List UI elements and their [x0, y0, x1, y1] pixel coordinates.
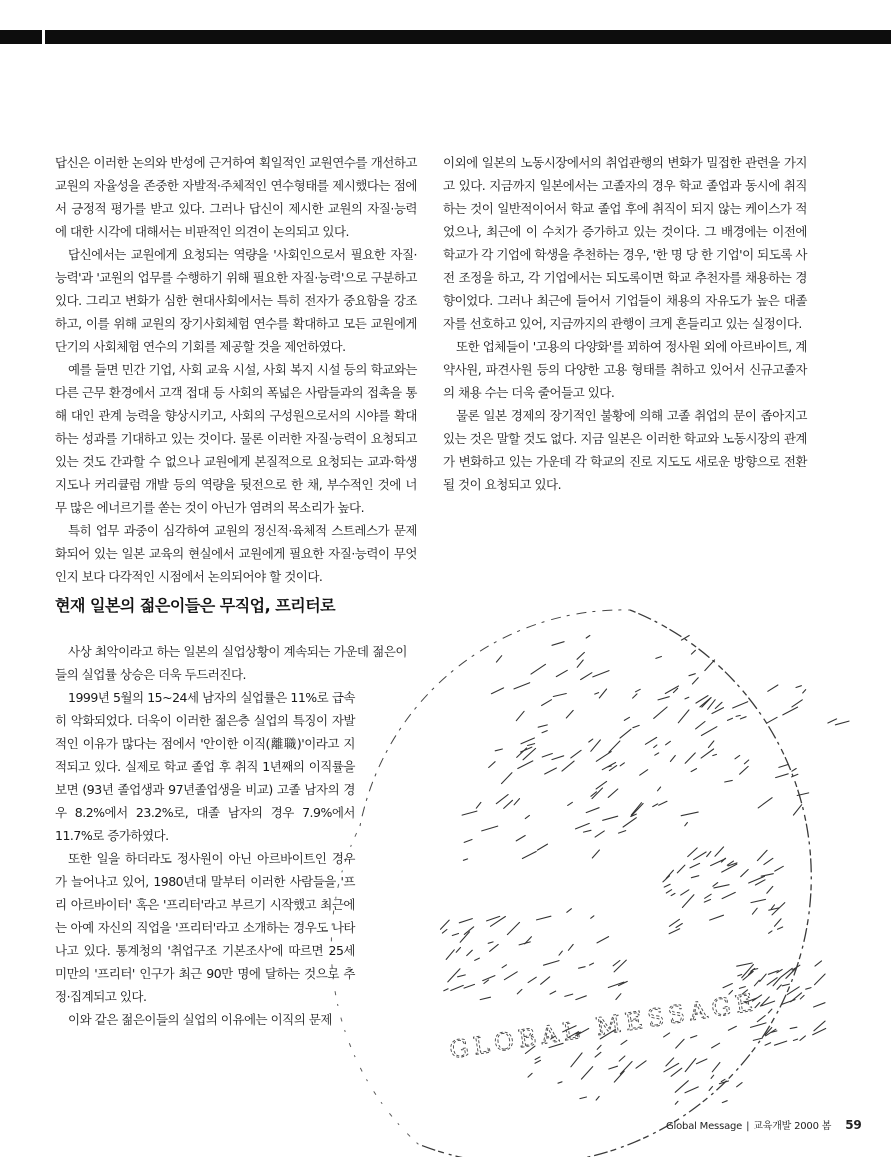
- hatch-stroke: [773, 978, 780, 986]
- hatch-stroke: [722, 892, 735, 898]
- hatch-stroke: [592, 850, 599, 858]
- hatch-stroke: [458, 975, 466, 977]
- hatch-stroke: [685, 753, 695, 763]
- hatch-stroke: [806, 988, 811, 990]
- hatch-stroke: [815, 961, 822, 966]
- hatch-stroke: [620, 763, 624, 766]
- hatch-stroke: [691, 876, 698, 878]
- hatch-stroke: [778, 927, 783, 929]
- hatch-stroke: [542, 731, 547, 733]
- hatch-stroke: [566, 710, 573, 718]
- hatch-stroke: [636, 1061, 646, 1068]
- hatch-stroke: [452, 934, 458, 936]
- hatch-stroke: [696, 722, 705, 729]
- hatch-stroke: [516, 836, 525, 841]
- hatch-stroke: [685, 1059, 696, 1072]
- hatch-stroke: [708, 700, 716, 710]
- hatch-stroke: [692, 678, 698, 684]
- hatch-stroke: [491, 688, 503, 694]
- hatch-stroke: [631, 804, 643, 817]
- hatch-stroke: [590, 963, 594, 965]
- hatch-stroke: [779, 765, 788, 768]
- hatch-stroke: [737, 1083, 743, 1087]
- footer-magazine: Global Message: [666, 1121, 743, 1132]
- hatch-stroke: [592, 788, 603, 799]
- hatch-stroke: [712, 708, 724, 714]
- hatch-stroke: [565, 994, 573, 996]
- hatch-stroke: [796, 686, 801, 688]
- hatch-stroke: [596, 752, 611, 762]
- hatch-stroke: [696, 1059, 707, 1064]
- hatch-stroke: [792, 769, 796, 772]
- left-paragraph-2: 답신에서는 교원에게 요청되는 역량을 '사회인으로서 필요한 자질·능력'과 '교원의 업무를 수행하기 위해 필요한 자질·능력'으로 구분하고 있다. 그리고 변화가 심한 현대사회에서는 특히 전자가 중요함을 강조하고, 이를 위해 교원의 장기사회체험 연수를 확대하고 모든 교원에게 단기의 사회체험 연수의 기회를 제공할 것을 제언하였다.: [55, 247, 417, 354]
- footer-issue: 교육개발 2000 봄: [753, 1121, 832, 1132]
- hatch-stroke: [689, 674, 695, 676]
- hatch-stroke: [678, 710, 689, 723]
- hatch-stroke: [448, 969, 460, 982]
- hatch-stroke: [542, 754, 552, 758]
- hatch-stroke: [514, 799, 519, 805]
- hatch-stroke: [709, 1087, 712, 1091]
- footer-separator: |: [746, 1121, 750, 1132]
- hatch-stroke: [675, 1081, 688, 1093]
- hatch-stroke: [608, 789, 618, 797]
- hatch-stroke: [442, 930, 447, 934]
- hatch-stroke: [558, 1082, 562, 1083]
- hatch-stroke: [620, 729, 631, 738]
- hatch-stroke: [765, 1043, 771, 1046]
- hatch-stroke: [712, 1063, 720, 1072]
- hatch-stroke: [653, 804, 658, 807]
- hatch-stroke: [522, 852, 536, 859]
- hatch-stroke: [581, 1067, 592, 1080]
- hatch-stroke: [758, 798, 772, 808]
- hatch-stroke: [675, 1101, 678, 1104]
- hatch-stroke: [664, 884, 670, 887]
- hatch-stroke: [491, 917, 506, 927]
- hatch-stroke: [700, 698, 711, 707]
- hatch-stroke: [577, 660, 583, 667]
- hatch-stroke: [514, 683, 530, 689]
- left-paragraph-3: 예를 들면 민간 기업, 사회 교육 시설, 사회 복지 시설 등의 학교와는 다른 근무 환경에서 고객 접대 등 사회의 폭넓은 사람들과의 접촉을 통해 대인 관계 능력을 향상시키고, 사회의 구성원으로서의 시야를 확대하는 성과를 기대하고 있는 것이다. 물론 이러한 자질·능력이 요청되고 있는 것도 간과할 수 없으나 교원에게 본질적으로 요청되는 교과·학생지도나 커리큘럼 개발 등의 역량을 뒷전으로 한 채, 부수적인 것에 너무 많은 에너르기를 쏟는 것이 아닌가 염려의 목소리가 높다.: [55, 362, 417, 515]
- hatch-stroke: [771, 1031, 777, 1033]
- hatch-stroke: [791, 993, 802, 1002]
- hatch-stroke: [507, 922, 519, 934]
- hatch-stroke: [656, 657, 662, 659]
- hatch-stroke: [828, 719, 837, 723]
- hatch-stroke: [705, 660, 715, 671]
- hatch-stroke: [528, 1073, 532, 1077]
- hatch-stroke: [769, 931, 772, 933]
- hatch-stroke: [691, 1036, 697, 1038]
- hatch-stroke: [739, 987, 745, 989]
- hatch-stroke: [712, 1043, 720, 1048]
- hatch-stroke: [654, 707, 667, 718]
- hatch-stroke: [589, 739, 593, 742]
- hatch-stroke: [609, 741, 620, 752]
- hatch-stroke: [502, 773, 512, 784]
- hatch-stroke: [743, 971, 753, 980]
- hatch-stroke: [614, 960, 626, 972]
- hatch-stroke: [751, 899, 766, 902]
- hatch-stroke: [620, 1062, 632, 1075]
- hatch-stroke: [621, 1040, 627, 1044]
- hatch-stroke: [768, 1009, 772, 1013]
- hatch-stroke: [741, 870, 749, 877]
- bottom-paragraph-1: 사상 최악이라고 하는 일본의 실업상황이 계속되는 가운데 젊은이들의 실업률 상승은 더욱 두드러진다.: [55, 644, 407, 682]
- hatch-stroke: [685, 1087, 698, 1093]
- hatch-stroke: [777, 985, 781, 990]
- hatch-stroke: [722, 1101, 727, 1103]
- right-paragraph-2: 또한 업체들이 '고용의 다양화'를 꾀하여 정사원 외에 아르바이트, 계약사원, 파견사원 등의 다양한 고용 형태를 취하고 있어서 신규고졸자의 채용 수는 더욱 줄어들고 있다.: [443, 339, 807, 400]
- hatch-stroke: [444, 989, 448, 991]
- hatch-stroke: [655, 753, 659, 755]
- hatch-stroke: [669, 919, 679, 926]
- hatch-stroke: [613, 961, 620, 966]
- hatch-stroke: [754, 980, 759, 986]
- hatch-stroke: [502, 965, 506, 968]
- hatch-stroke: [633, 694, 637, 698]
- hatch-stroke: [725, 780, 733, 782]
- hatch-stroke: [776, 774, 789, 778]
- hatch-stroke: [609, 1066, 618, 1069]
- hatch-stroke: [596, 1096, 599, 1100]
- hatch-stroke: [721, 1079, 725, 1081]
- hatch-stroke: [671, 1068, 682, 1076]
- hatch-stroke: [516, 711, 524, 720]
- hatch-stroke: [517, 989, 522, 994]
- hatch-stroke: [713, 754, 717, 755]
- hatch-stroke: [640, 770, 648, 776]
- hatch-stroke: [476, 802, 481, 808]
- hatch-stroke: [666, 741, 671, 745]
- hatch-stroke: [735, 755, 740, 758]
- hatch-stroke: [753, 1038, 762, 1040]
- hatch-stroke: [658, 697, 669, 700]
- hatch-stroke: [803, 690, 806, 693]
- hatch-stroke: [584, 830, 592, 832]
- hatch-stroke: [456, 948, 460, 953]
- hatch-stroke: [496, 656, 501, 662]
- hatch-stroke: [771, 905, 774, 909]
- hatch-stroke: [619, 1056, 625, 1061]
- hatch-stroke: [559, 951, 562, 955]
- hatch-stroke: [608, 982, 624, 987]
- hatch-stroke: [793, 805, 801, 815]
- hatch-stroke: [733, 702, 748, 708]
- hatch-stroke: [586, 808, 599, 813]
- hatch-stroke: [591, 916, 594, 919]
- hatch-stroke: [711, 1075, 714, 1078]
- hatch-stroke: [631, 803, 641, 815]
- hatch-stroke: [487, 916, 500, 921]
- hatch-stroke: [723, 984, 732, 988]
- hatch-stroke: [738, 975, 742, 976]
- hatch-stroke: [736, 715, 740, 716]
- hatch-stroke: [740, 717, 746, 719]
- hatch-stroke: [467, 950, 473, 955]
- page-number: 59: [845, 1118, 862, 1132]
- hatch-stroke: [666, 890, 671, 893]
- right-paragraph-1: 이외에 일본의 노동시장에서의 취업관행의 변화가 밀접한 관련을 가지고 있다. 지금까지 일본에서는 고졸자의 경우 학교 졸업과 동시에 취직하는 것이 일반적이어서 학교 졸업 후에 취직이 되지 않는 케이스가 적었으나, 최근에 이 수치가 증가하고 있는 것이다. 그 배경에는 이전에 학교가 각 기업에 학생을 추천하는 경우, '한 명 당 한 기업'이 되도록 사전 조정을 하고, 각 기업에서는 되도록이면 학교 추천자를 채용하는 경향이었다. 그러나 최근에 들어서 기업들이 채용의 자유도가 높은 대졸자를 선호하고 있어, 지금까지의 관행이 크게 흔들리고 있는 실정이다.: [443, 155, 807, 331]
- hatch-stroke: [464, 927, 473, 935]
- hatch-stroke: [535, 1057, 540, 1060]
- hatch-stroke: [782, 984, 789, 986]
- hatch-stroke: [614, 1071, 624, 1082]
- hatch-stroke: [541, 977, 550, 985]
- hatch-stroke: [616, 994, 621, 1000]
- hatch-stroke: [790, 1027, 797, 1028]
- top-bar: [0, 30, 891, 44]
- hatch-stroke: [690, 863, 700, 868]
- hatch-stroke: [645, 737, 656, 744]
- hatch-stroke: [596, 781, 607, 789]
- hatch-stroke: [633, 725, 639, 727]
- hatch-stroke: [705, 894, 712, 898]
- hatch-stroke: [464, 840, 472, 843]
- hatch-stroke: [488, 942, 493, 943]
- hatch-stroke: [814, 1003, 825, 1007]
- hatch-stroke: [544, 961, 560, 966]
- hatch-stroke: [595, 1052, 601, 1057]
- hatch-stroke: [459, 919, 472, 923]
- hatch-stroke: [528, 977, 536, 982]
- hatch-stroke: [800, 995, 804, 999]
- top-bar-notch: [42, 30, 45, 44]
- hatch-stroke: [462, 811, 477, 815]
- hatch-stroke: [682, 895, 694, 908]
- bottom-paragraph-4: 이와 같은 젊은이들의 실업의 이유에는 이직의 문제: [68, 1012, 332, 1027]
- hatch-stroke: [685, 823, 688, 826]
- hatch-stroke: [496, 795, 508, 804]
- left-column: [55, 151, 417, 588]
- hatch-stroke: [521, 738, 534, 744]
- hatch-stroke: [576, 823, 590, 829]
- hatch-stroke: [517, 748, 527, 757]
- hatch-stroke: [760, 974, 766, 981]
- hatch-stroke: [757, 850, 767, 860]
- right-column: [443, 151, 807, 496]
- hatch-stroke: [664, 1033, 670, 1037]
- hatch-stroke: [603, 816, 618, 820]
- hatch-stroke: [775, 1041, 787, 1045]
- hatch-stroke: [659, 801, 667, 805]
- hatch-stroke: [768, 685, 778, 691]
- hatch-stroke: [580, 1097, 587, 1099]
- hatch-stroke: [528, 744, 535, 746]
- right-paragraph-3: 물론 일본 경제의 장기적인 불황에 의해 고졸 취업의 문이 좁아지고 있는 것은 말할 것도 없다. 지금 일본은 이러한 학교와 노동시장의 관계가 변화하고 있는 가운데 각 학교의 진로 지도도 새로운 방향으로 전환될 것이 요청되고 있다.: [443, 408, 807, 492]
- hatch-stroke: [676, 924, 682, 928]
- hatch-stroke: [535, 1060, 541, 1063]
- hatch-stroke: [755, 880, 765, 885]
- hatch-stroke: [518, 761, 533, 769]
- hatch-stroke: [775, 919, 782, 927]
- hatch-stroke: [815, 974, 826, 985]
- hatch-stroke: [482, 826, 498, 831]
- hatch-stroke: [658, 787, 661, 791]
- hatch-stroke: [599, 689, 606, 698]
- hatch-stroke: [579, 967, 586, 969]
- hatch-stroke: [751, 1023, 767, 1028]
- hatch-stroke: [744, 760, 748, 764]
- hatch-stroke: [757, 1016, 765, 1022]
- hatch-stroke: [767, 978, 777, 985]
- hatch-stroke: [681, 812, 698, 816]
- hatch-stroke: [767, 717, 777, 723]
- hatch-stroke: [591, 740, 601, 751]
- hatch-stroke: [707, 851, 711, 856]
- hatch-stroke: [715, 702, 722, 708]
- hatch-stroke: [538, 725, 547, 727]
- hatch-stroke: [713, 883, 718, 887]
- hatch-stroke: [676, 1039, 684, 1048]
- hatch-stroke: [593, 671, 609, 677]
- hatch-stroke: [664, 1063, 679, 1071]
- hatch-stroke: [691, 769, 696, 772]
- hatch-stroke: [685, 697, 689, 699]
- hatch-stroke: [666, 1058, 674, 1066]
- hatch-stroke: [740, 766, 749, 774]
- hatch-stroke: [701, 749, 714, 758]
- hatch-stroke: [552, 642, 564, 646]
- hatch-stroke: [484, 980, 489, 984]
- hatch-stroke: [792, 700, 802, 707]
- hatch-stroke: [581, 673, 592, 680]
- hatch-stroke: [669, 929, 680, 934]
- hatch-stroke: [835, 721, 849, 725]
- hatch-stroke: [562, 761, 574, 771]
- hatch-stroke: [783, 707, 798, 715]
- hatch-stroke: [537, 916, 551, 920]
- hatch-stroke: [761, 874, 773, 877]
- hatch-stroke: [694, 852, 707, 860]
- hatch-stroke: [556, 670, 567, 676]
- hatch-stroke: [636, 689, 641, 692]
- hatch-stroke: [464, 984, 475, 988]
- hatch-stroke: [715, 847, 724, 856]
- hatch-stroke: [688, 848, 698, 857]
- hatch-stroke: [597, 937, 609, 943]
- hatch-stroke: [728, 718, 733, 720]
- hatch-stroke: [550, 991, 556, 994]
- hatch-stroke: [671, 893, 675, 895]
- hatch-stroke: [595, 693, 599, 695]
- hatch-stroke: [568, 944, 573, 950]
- hatch-stroke: [728, 1026, 736, 1030]
- hatch-stroke: [545, 768, 557, 774]
- hatch-stroke: [495, 749, 502, 751]
- hatch-stroke: [489, 762, 495, 768]
- hatch-stroke: [475, 958, 480, 960]
- hatch-stroke: [752, 908, 757, 914]
- hatch-stroke: [737, 963, 753, 966]
- hatch-stroke: [597, 1045, 601, 1049]
- hatch-stroke: [553, 694, 566, 697]
- hatch-stroke: [490, 944, 499, 951]
- hatch-stroke: [567, 909, 572, 913]
- hatch-stroke: [775, 866, 784, 871]
- hatch-stroke: [571, 750, 581, 758]
- hatch-stroke: [568, 802, 573, 805]
- bottom-left-column: [55, 640, 407, 1031]
- hatch-stroke: [714, 885, 729, 888]
- hatch-stroke: [504, 800, 513, 808]
- hatch-stroke: [767, 886, 773, 893]
- hatch-stroke: [764, 858, 773, 864]
- hatch-stroke: [800, 1036, 806, 1041]
- hatch-stroke: [577, 652, 584, 659]
- hatch-stroke: [670, 756, 675, 762]
- globe-outline: [331, 610, 811, 1157]
- hatch-stroke: [441, 920, 450, 929]
- hatch-stroke: [451, 985, 464, 990]
- hatch-stroke: [691, 650, 695, 654]
- left-paragraph-4: 특히 업무 과중이 심각하여 교원의 정신적·육체적 스트레스가 문제화되어 있는 일본 교육의 현실에서 교원에게 필요한 자질·능력이 무엇인지 보다 다각적인 시점에서 논의되어야 할 것이다.: [55, 523, 417, 584]
- hatch-stroke: [446, 950, 454, 960]
- hatch-stroke: [677, 865, 685, 873]
- hatch-stroke: [571, 1053, 582, 1067]
- hatch-stroke: [793, 1039, 797, 1040]
- hatch-stroke: [504, 972, 517, 980]
- hatch-stroke: [480, 997, 490, 999]
- section-heading: 현재 일본의 젊은이들은 무직업, 프리터로: [55, 596, 336, 615]
- hatch-stroke: [624, 717, 629, 720]
- hatch-stroke: [586, 636, 590, 639]
- hatch-stroke: [595, 831, 604, 837]
- hatch-stroke: [710, 915, 724, 920]
- hatch-stroke: [552, 756, 564, 760]
- hatch-stroke: [681, 890, 689, 895]
- hatch-stroke: [704, 900, 710, 903]
- hatch-stroke: [701, 727, 717, 736]
- hatch-stroke: [654, 745, 657, 748]
- hatch-stroke: [666, 870, 673, 878]
- hatch-stroke: [525, 815, 529, 818]
- globe-text-bottom: GLOBAL MESSAGE: [447, 987, 760, 1065]
- hatch-stroke: [708, 741, 714, 748]
- hatch-stroke: [619, 831, 626, 834]
- page-footer: [666, 1117, 862, 1132]
- hatch-stroke: [623, 818, 636, 827]
- hatch-stroke: [463, 859, 467, 860]
- left-paragraph-1: 답신은 이러한 논의와 반성에 근거하여 획일적인 교원연수를 개선하고 교원의 자율성을 존중한 자발적·주체적인 연수형태를 제시했다는 점에서 긍정적 평가를 받고 있다. 그러나 답신이 제시한 교원의 자질·능력에 대한 시각에 대해서는 비판적인 의견이 논의되고 있다.: [55, 155, 417, 239]
- bottom-paragraph-3: 또한 일을 하더라도 정사원이 아닌 아르바이트인 경우가 늘어나고 있어, 1980년대 말부터 이러한 사람들을 '프리 아르바이터' 혹은 '프리터'라고 부르기 시작했고 최근에는 아예 자신의 직업을 '프리터'라고 소개하는 경우도 나타나고 있다. 통계청의 '취업구조 기본조사'에 따르면 25세 미만의 '프리터' 인구가 최근 90만 명에 달하는 것으로 추정·집계되고 있다.: [55, 851, 355, 1004]
- hatch-stroke: [576, 996, 587, 1000]
- bottom-paragraph-2: 1999년 5월의 15~24세 남자의 실업률은 11%로 급속히 악화되었다. 더욱이 이러한 젊은층 실업의 특징이 자발적인 이유가 많다는 점에서 '안이한 이직(離職)'이라고 지적되고 있다. 실제로 학교 졸업 후 취직 1년째의 이직률을 보면 (93년 졸업생과 97년졸업생을 비교) 고졸 남자의 경우 8.2%에서 23.2%로, 대졸 남자의 경우 7.9%에서 11.7%로 증가하였다.: [55, 690, 355, 843]
- hatch-stroke: [542, 700, 552, 706]
- hatch-stroke: [537, 844, 547, 850]
- hatch-stroke: [531, 664, 546, 674]
